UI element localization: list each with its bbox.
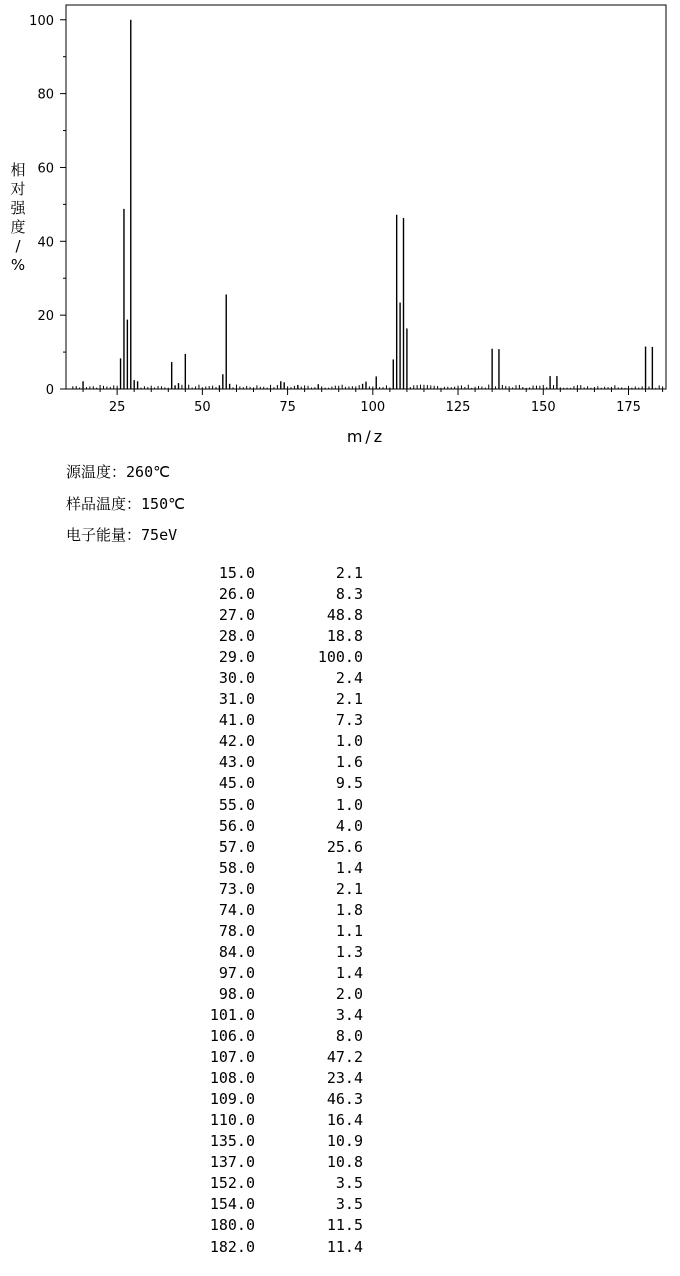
peak-row <box>190 879 363 900</box>
peak-abundance: 48.8 <box>326 606 363 625</box>
y-axis-label-char: / <box>15 237 21 255</box>
x-tick-label: 100 <box>360 400 386 415</box>
peak-row <box>190 1152 363 1173</box>
peak-abundance: 2.0 <box>335 984 363 1003</box>
peak-abundance: 1.8 <box>335 900 363 919</box>
peak-abundance: 10.8 <box>326 1153 363 1172</box>
peak-mz: 27.0 <box>218 606 255 625</box>
peak-row <box>190 773 363 794</box>
peak-abundance: 1.1 <box>335 921 363 940</box>
peak-row <box>190 626 363 647</box>
peak-mz: 73.0 <box>218 879 255 898</box>
peak-mz: 43.0 <box>218 753 255 772</box>
peak-abundance: 23.4 <box>326 1069 363 1088</box>
peak-mz: 55.0 <box>218 795 255 814</box>
y-axis-label-char: 强 <box>10 199 26 217</box>
peak-mz: 41.0 <box>218 711 255 730</box>
y-axis-label-char: % <box>10 256 26 274</box>
peak-mz: 74.0 <box>218 900 255 919</box>
baseline-noise <box>73 385 663 389</box>
peak-row <box>190 1215 363 1236</box>
peak-mz: 101.0 <box>209 1005 255 1024</box>
peak-row <box>190 1237 363 1258</box>
peak-abundance: 11.5 <box>326 1216 363 1235</box>
peak-abundance: 47.2 <box>326 1048 363 1067</box>
peak-abundance: 3.5 <box>335 1174 363 1193</box>
peak-row <box>190 731 363 752</box>
peak-mz: 84.0 <box>218 942 255 961</box>
peak-mz: 180.0 <box>209 1216 255 1235</box>
peak-mz: 28.0 <box>218 627 255 646</box>
peak-row <box>190 752 363 773</box>
peak-row <box>190 1005 363 1026</box>
peak-abundance: 2.1 <box>335 690 363 709</box>
peak-row <box>190 1089 363 1110</box>
peak-abundance: 8.0 <box>335 1027 363 1046</box>
x-tick-label: 50 <box>194 400 211 415</box>
y-tick-label: 80 <box>37 87 54 103</box>
y-tick-label: 60 <box>37 161 54 177</box>
x-tick-label: 25 <box>108 400 126 415</box>
peak-row <box>190 1173 363 1194</box>
peak-abundance: 1.6 <box>335 753 363 772</box>
peak-abundance: 18.8 <box>326 627 363 646</box>
peak-abundance: 7.3 <box>335 711 363 730</box>
peak-abundance: 8.3 <box>335 585 363 604</box>
peak-mz: 15.0 <box>218 564 255 582</box>
peak-row <box>190 942 363 963</box>
electron-energy-label: 电子能量： <box>66 526 142 544</box>
peak-mz: 106.0 <box>209 1027 255 1046</box>
sample-temperature-label: 样品温度： <box>66 495 142 513</box>
peak-mz: 26.0 <box>218 585 255 604</box>
peak-row <box>190 837 363 858</box>
x-tick-label: 175 <box>616 400 641 415</box>
sample-temperature <box>66 493 185 514</box>
y-axis-label <box>10 161 26 274</box>
peak-row <box>190 900 363 921</box>
peak-mz: 107.0 <box>209 1048 255 1067</box>
x-tick-label: 125 <box>445 400 471 415</box>
peak-mz: 137.0 <box>209 1153 255 1172</box>
peak-table <box>190 563 363 1258</box>
y-axis-label-char: 相 <box>10 161 26 179</box>
peak-row <box>190 963 363 984</box>
peak-abundance: 2.4 <box>335 669 363 688</box>
peak-row <box>190 858 363 879</box>
electron-energy-value: 75eV <box>141 526 178 544</box>
peak-row <box>190 1194 363 1215</box>
peak-row <box>190 1068 363 1089</box>
x-tick-label: 75 <box>279 400 296 415</box>
peak-mz: 154.0 <box>209 1195 255 1214</box>
peak-abundance: 100.0 <box>317 648 363 667</box>
peak-abundance: 11.4 <box>326 1237 363 1256</box>
peak-row <box>190 605 363 626</box>
peak-row <box>190 984 363 1005</box>
y-tick-label: 100 <box>29 13 54 29</box>
peak-row <box>190 647 363 668</box>
peak-mz: 182.0 <box>209 1237 255 1256</box>
x-axis-label: m/z <box>346 427 386 446</box>
peak-abundance: 10.9 <box>326 1132 363 1151</box>
peak-mz: 31.0 <box>218 690 255 709</box>
peak-mz: 152.0 <box>209 1174 255 1193</box>
peak-row <box>190 1110 363 1131</box>
peak-mz: 56.0 <box>218 816 255 835</box>
peak-abundance: 3.5 <box>335 1195 363 1214</box>
peak-mz: 58.0 <box>218 858 255 877</box>
source-temperature <box>66 461 170 482</box>
peak-row <box>190 921 363 942</box>
peak-mz: 108.0 <box>209 1069 255 1088</box>
x-axis <box>83 389 663 415</box>
peak-abundance: 16.4 <box>326 1111 363 1130</box>
peak-row <box>190 668 363 689</box>
peak-row <box>190 795 363 816</box>
peak-mz: 45.0 <box>218 774 255 793</box>
y-axis <box>29 14 66 398</box>
sample-temperature-value: 150℃ <box>141 495 185 513</box>
peak-mz: 57.0 <box>218 837 255 856</box>
peak-mz: 109.0 <box>209 1090 255 1109</box>
x-tick-label: 150 <box>530 400 556 415</box>
peak-row <box>190 689 363 710</box>
y-axis-label-char: 度 <box>10 218 26 236</box>
peak-row <box>190 1026 363 1047</box>
peak-mz: 110.0 <box>209 1111 255 1130</box>
y-tick-label: 40 <box>37 235 54 251</box>
peak-abundance: 25.6 <box>326 837 363 856</box>
peak-abundance: 1.4 <box>335 858 363 877</box>
plot-frame <box>66 5 666 389</box>
peak-row <box>190 1047 363 1068</box>
peak-abundance: 46.3 <box>326 1090 363 1109</box>
y-tick-label: 0 <box>45 383 54 398</box>
peak-mz: 42.0 <box>218 732 255 751</box>
y-axis-label-char: 对 <box>10 180 26 198</box>
peak-abundance: 9.5 <box>335 774 363 793</box>
peak-mz: 29.0 <box>218 648 255 667</box>
source-temperature-value: 260℃ <box>126 463 170 481</box>
peak-mz: 78.0 <box>218 921 255 940</box>
peak-row <box>190 584 363 605</box>
peak-abundance: 4.0 <box>335 816 363 835</box>
peak-abundance: 1.0 <box>335 732 363 751</box>
peak-abundance: 1.3 <box>335 942 363 961</box>
peak-bars <box>83 20 652 389</box>
peak-mz: 135.0 <box>209 1132 255 1151</box>
peak-abundance: 2.1 <box>335 564 363 582</box>
peak-mz: 98.0 <box>218 984 255 1003</box>
mass-spectrum-chart <box>0 0 680 450</box>
electron-energy <box>66 524 177 545</box>
peak-row <box>190 816 363 837</box>
peak-row <box>190 1131 363 1152</box>
y-tick-label: 20 <box>37 309 54 325</box>
peak-abundance: 3.4 <box>335 1005 363 1024</box>
peak-abundance: 1.4 <box>335 963 363 982</box>
peak-mz: 30.0 <box>218 669 255 688</box>
peak-abundance: 2.1 <box>335 879 363 898</box>
peak-row <box>190 563 363 584</box>
source-temperature-label: 源温度： <box>66 463 127 481</box>
peak-row <box>190 710 363 731</box>
peak-abundance: 1.0 <box>335 795 363 814</box>
peak-mz: 97.0 <box>218 963 255 982</box>
